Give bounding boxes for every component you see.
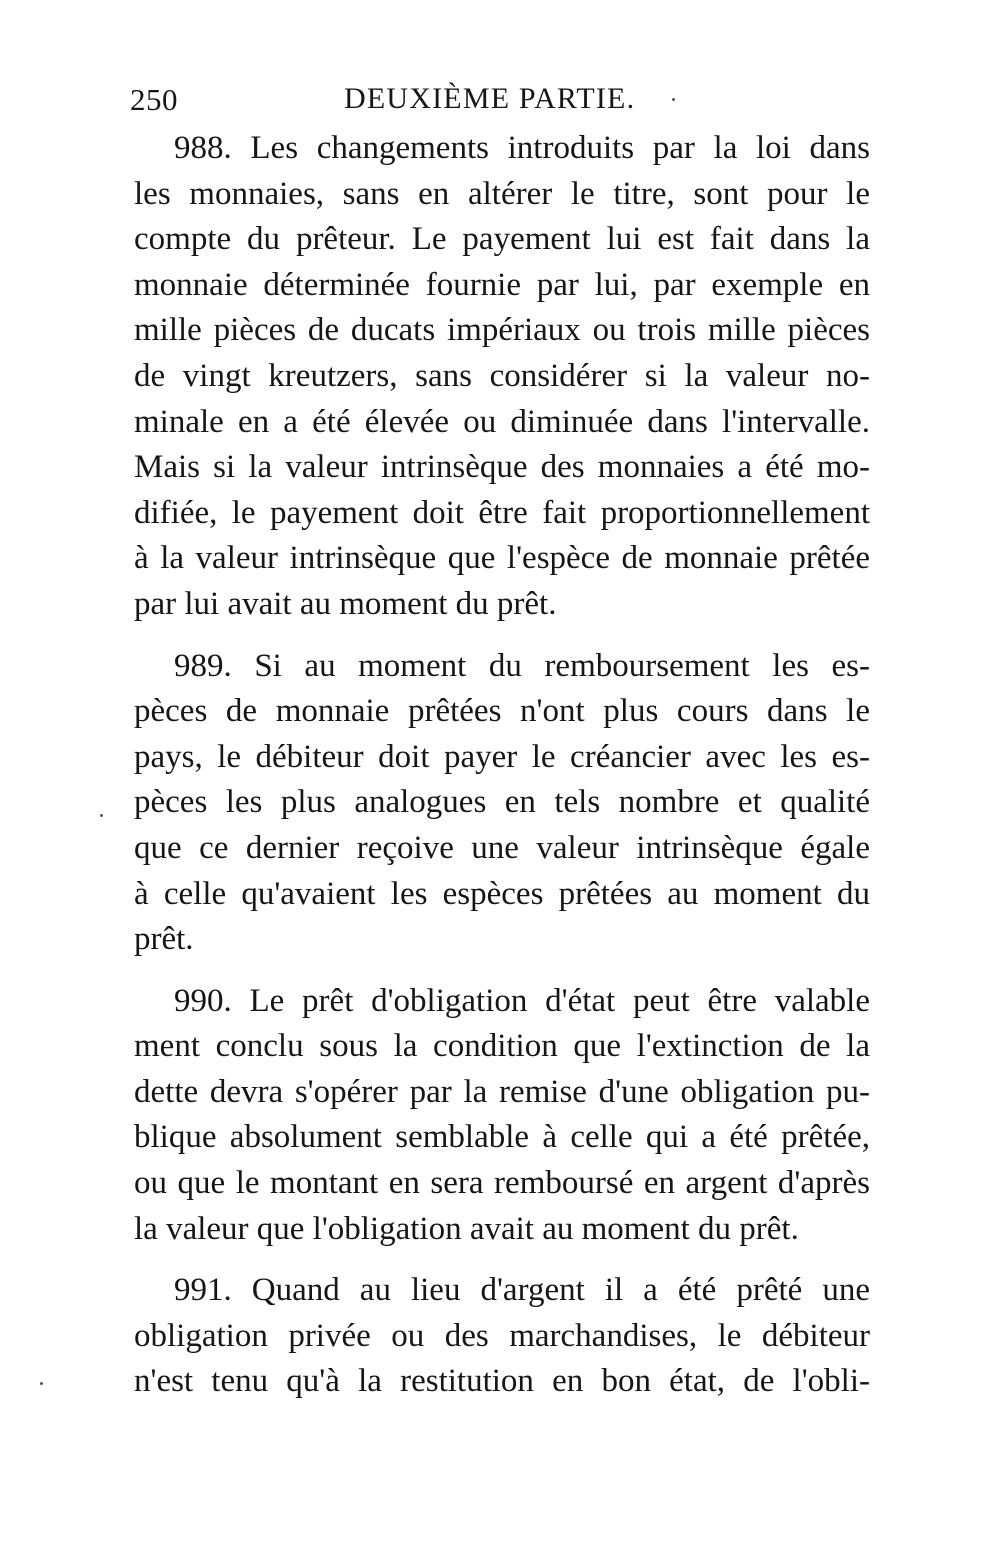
text-line: monnaie déterminée fournie par lui, par exemple en (134, 266, 870, 303)
text-line: 991. Quand au lieu d'argent il a été prêté une (174, 1272, 870, 1309)
text-line: dette devra s'opérer par la remise d'une obligation pu- (134, 1073, 870, 1110)
text-line: ou que le montant en sera remboursé en argent d'après (134, 1165, 870, 1202)
text-line: pèces les plus analogues en tels nombre et qualité (134, 784, 870, 821)
scan-speck (100, 814, 103, 817)
text-line: 988. Les changements introduits par la loi dans (174, 130, 870, 166)
paragraph-988 (134, 126, 870, 628)
paragraph-989 (134, 644, 870, 963)
text-line: n'est tenu qu'à la restitution en bon état, de l'obli- (134, 1363, 870, 1400)
text-line: la valeur que l'obligation avait au moment du prêt. (134, 1210, 799, 1247)
text-line: blique absolument semblable à celle qui a été prêtée, (134, 1119, 870, 1156)
text-line: 989. Si au moment du remboursement les es- (174, 647, 870, 684)
running-head: DEUXIÈME PARTIE. (344, 82, 636, 115)
text-line: pays, le débiteur doit payer le créancier avec les es- (134, 738, 870, 775)
paragraph-991 (134, 1268, 870, 1405)
text-line: Mais si la valeur intrinsèque des monnaies a été mo- (134, 449, 870, 486)
text-line: à celle qu'avaient les espèces prêtées au moment du (134, 875, 870, 912)
text-line: pèces de monnaie prêtées n'ont plus cours dans le (134, 693, 870, 730)
text-line: par lui avait au moment du prêt. (134, 585, 557, 622)
text-line: ment conclu sous la condition que l'extinction de la (134, 1028, 870, 1065)
text-line: les monnaies, sans en altérer le titre, sont pour le (134, 175, 870, 212)
text-line: obligation privée ou des marchandises, le débiteur (134, 1317, 870, 1354)
paragraph-990 (134, 979, 870, 1253)
text-line: que ce dernier reçoive une valeur intrinsèque égale (134, 829, 870, 866)
page-number: 250 (130, 82, 178, 117)
text-line: minale en a été élevée ou diminuée dans l'intervalle. (134, 403, 870, 440)
page-header (130, 76, 870, 120)
text-line: difiée, le payement doit être fait proportionnellement (134, 494, 870, 531)
scan-speck (672, 98, 675, 101)
scan-speck (40, 1382, 43, 1385)
body-text (134, 126, 870, 1405)
text-line: de vingt kreutzers, sans considérer si la valeur no- (134, 357, 870, 394)
text-line: prêt. (134, 921, 194, 958)
text-line: compte du prêteur. Le payement lui est fait dans la (134, 221, 870, 258)
text-line: à la valeur intrinsèque que l'espèce de monnaie prêtée (134, 540, 870, 577)
text-line: mille pièces de ducats impériaux ou trois mille pièces (134, 312, 870, 349)
text-line: 990. Le prêt d'obligation d'état peut être valable (174, 982, 870, 1019)
